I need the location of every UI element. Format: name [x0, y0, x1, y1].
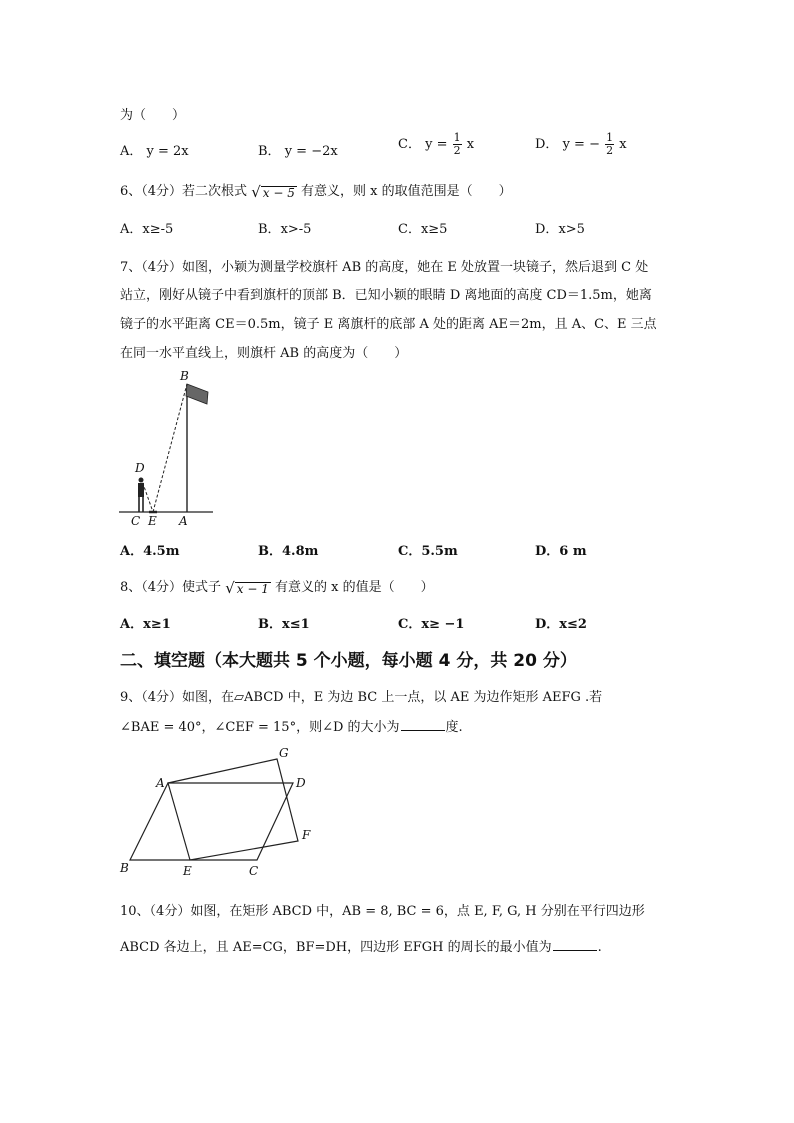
q8-option-d: [535, 613, 587, 632]
option-suffix: x: [466, 137, 475, 152]
q6-suffix: 有意义，则 x 的取值范围是（ ）: [300, 184, 512, 199]
option-label: B．: [258, 544, 282, 559]
option-label: A．: [120, 544, 144, 559]
label-a: A: [179, 514, 188, 528]
q10-line-2: [120, 936, 602, 955]
q6-prefix: 6、（4分）若二次根式: [120, 184, 248, 199]
fraction-denominator: 2: [453, 144, 461, 157]
label-b: B: [180, 369, 189, 383]
q8-option-a: [120, 613, 171, 632]
radical: [225, 579, 271, 597]
option-label: C．: [398, 222, 421, 237]
fraction-numerator: 1: [453, 131, 461, 144]
option-label: D．: [535, 137, 559, 152]
option-text: 6 m: [559, 544, 587, 559]
q7-option-a: [120, 540, 179, 559]
sight-line-eb: [153, 384, 187, 512]
q5-option-b: [258, 140, 338, 159]
q7-line-3: 镜子的水平距离 CE＝0.5m，镜子 E 离旗杆的底部 A 处的距离 AE＝2m，且 A、C、E 三点: [120, 317, 657, 332]
q6-option-d: [535, 218, 585, 237]
label-c: C: [249, 864, 259, 878]
label-e: E: [148, 514, 157, 528]
q5-option-c: [398, 132, 474, 157]
option-label: C．: [398, 617, 422, 632]
q8-stem: [120, 576, 434, 597]
option-text: x>5: [558, 222, 585, 237]
answer-blank: [401, 730, 445, 731]
option-label: C．: [398, 137, 421, 152]
label-c: C: [131, 514, 141, 528]
option-label: B．: [258, 222, 281, 237]
q6-option-a: [120, 218, 173, 237]
option-label: C．: [398, 544, 422, 559]
option-prefix: y =: [425, 137, 452, 152]
q5-option-d: [535, 132, 627, 157]
q9-line-2: [120, 716, 463, 735]
q9-figure: [112, 745, 322, 880]
q7-option-c: [398, 540, 458, 559]
fraction-numerator: 1: [606, 131, 614, 144]
option-text: x≤2: [559, 617, 587, 632]
q7-figure: [115, 368, 225, 528]
q10-line-2-end: .: [597, 940, 602, 955]
radical-sign: √: [225, 578, 235, 597]
option-label: A．: [120, 222, 143, 237]
q5-tail: 为（ ）: [120, 108, 186, 123]
q9-line-2-text: ∠BAE = 40°，∠CEF = 15°，则∠D 的大小为: [120, 720, 400, 735]
q6-stem: [120, 180, 512, 201]
q8-option-b: [258, 613, 310, 632]
q8-prefix: 8、（4分）使式子: [120, 580, 222, 595]
q7-option-b: [258, 540, 318, 559]
rectangle-aefg: [168, 759, 298, 860]
q7-line-1: 7、（4分）如图，小颖为测量学校旗杆 AB 的高度，她在 E 处放置一块镜子，然后退到 C 处: [120, 260, 649, 275]
option-label: A．: [120, 144, 143, 159]
fraction: [453, 132, 462, 157]
label-d: D: [135, 461, 145, 475]
option-text: x≥1: [143, 617, 171, 632]
q6-option-c: [398, 218, 447, 237]
fraction-denominator: 2: [606, 144, 614, 157]
section-title: 二、填空题（本大题共 5 个小题，每小题 4 分，共 20 分）: [120, 651, 577, 671]
label-e: E: [183, 864, 192, 878]
option-text: x≥5: [420, 222, 448, 237]
radicand: x − 1: [236, 581, 269, 596]
q5-option-a: [120, 140, 189, 159]
option-label: A．: [120, 617, 144, 632]
q7-line-2: 站立，刚好从镜子中看到旗杆的顶部 B．已知小颖的眼睛 D 离地面的高度 CD＝1.5m，她离: [120, 288, 652, 303]
option-label: D．: [535, 617, 560, 632]
label-b: B: [120, 861, 129, 875]
option-suffix: x: [619, 137, 627, 152]
radicand: x − 5: [262, 185, 295, 200]
option-text: x>-5: [280, 222, 312, 237]
option-text: x≥ −1: [421, 617, 465, 632]
option-label: D．: [535, 222, 559, 237]
q8-option-c: [398, 613, 464, 632]
q8-suffix: 有意义的 x 的值是（ ）: [274, 580, 434, 595]
option-label: D．: [535, 544, 560, 559]
q9-line-2-end: 度.: [445, 720, 463, 735]
q10-line-2-text: ABCD 各边上，且 AE=CG，BF=DH，四边形 EFGH 的周长的最小值为: [120, 940, 552, 955]
option-text: x≥-5: [142, 222, 174, 237]
label-g: G: [279, 746, 289, 760]
option-text: x≤1: [282, 617, 310, 632]
radical-sign: √: [251, 182, 261, 201]
option-text: 5.5m: [421, 544, 458, 559]
option-text: y = −2x: [284, 144, 338, 159]
option-text: 4.5m: [143, 544, 180, 559]
option-label: B．: [258, 617, 282, 632]
radical: [251, 183, 297, 201]
label-d: D: [296, 776, 306, 790]
fraction: [605, 132, 614, 157]
flag: [186, 384, 208, 404]
label-f: F: [302, 828, 311, 842]
parallelogram-abcd: [130, 783, 293, 860]
option-prefix: y = −: [562, 137, 600, 152]
label-a: A: [156, 776, 165, 790]
q7-option-d: [535, 540, 587, 559]
option-text: 4.8m: [282, 544, 319, 559]
q9-line-1: 9、（4分）如图，在▱ABCD 中，E 为边 BC 上一点，以 AE 为边作矩形 AEFG .若: [120, 690, 603, 705]
q7-line-4: 在同一水平直线上，则旗杆 AB 的高度为（ ）: [120, 346, 408, 361]
option-text: y = 2x: [146, 144, 189, 159]
option-label: B．: [258, 144, 281, 159]
q6-option-b: [258, 218, 311, 237]
answer-blank: [553, 950, 597, 951]
q10-line-1: 10、（4分）如图，在矩形 ABCD 中，AB = 8, BC = 6，点 E, F, G, H 分别在平行四边形: [120, 904, 645, 919]
